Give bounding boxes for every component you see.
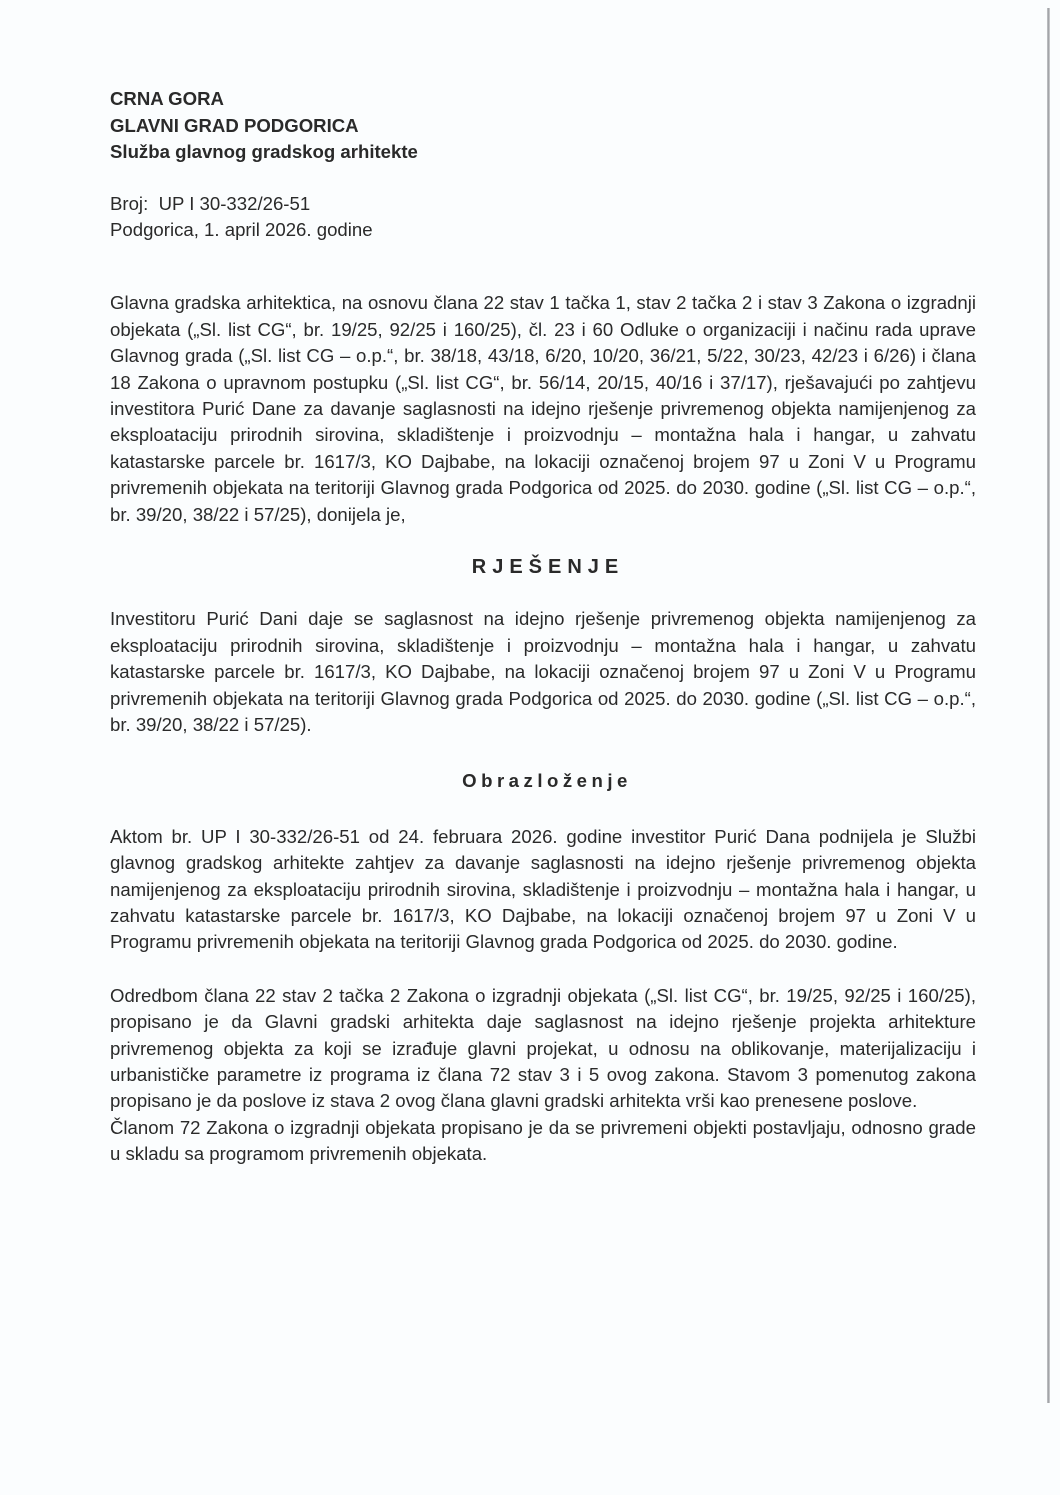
letterhead bbox=[110, 86, 976, 166]
decision-heading: RJEŠENJE bbox=[471, 555, 625, 578]
reasoning-heading: Obrazloženje bbox=[462, 770, 632, 792]
document-place-date: Podgorica, 1. april 2026. godine bbox=[110, 218, 373, 240]
intro-paragraph: Glavna gradska arhitektica, na osnovu člana 22 stav 1 tačka 1, stav 2 tačka 2 i stav 3 Zakona o izgradnji objekata („Sl. list CG“, br. 19/25, 92/25 i 160/25), čl. 23 i 60 Odluke o organizaciji i načinu rada uprave Glavnog grada („Sl. list CG – o.p.“, br. 38/18, 43/18, 6/20, 10/20, 36/21, 5/22, 30/23, 42/23 i 6/26) i člana 18 Zakona o upravnom postupku („Sl. list CG“, br. 56/14, 20/15, 40/16 i 37/17), rješavajući po zahtjevu investitora Purić Dane za davanje saglasnosti na idejno rješenje privremenog objekta namijenjenog za eksploataciju prirodnih sirovina, skladištenje i proizvodnju – montažna hala i hangar, u zahvatu katastarske parcele br. 1617/3, KO Dajbabe, na lokaciji označenoj brojem 97 u Zoni V u Programu privremenih objekata na teritoriji Glavnog grada Podgorica od 2025. do 2030. godine („Sl. list CG – o.p.“, br. 39/20, 38/22 i 57/25), donijela je, bbox=[110, 292, 976, 525]
letterhead-country: CRNA GORA bbox=[110, 88, 224, 109]
reasoning-paragraph: Odredbom člana 22 stav 2 tačka 2 Zakona o izgradnji objekata („Sl. list CG“, br. 19/25, 92/25 i 160/25), propisano je da Glavni gradski arhitekta daje saglasnost na idejno rješenje projekta arhitekture privremenog objekta za koji se izrađuje glavni projekat, u odnosu na oblikovanje, materijalizaciju i urbanističke parametre iz programa iz člana 72 stav 3 i 5 ovog zakona. Stavom 3 pomenutog zakona propisano je da poslove iz stava 2 ovog člana glavni gradski arhitekta vrši kao prenesene poslove. bbox=[110, 984, 976, 1112]
reasoning-paragraph: Članom 72 Zakona o izgradnji objekata propisano je da se privremeni objekti postavljaju, odnosno grade u skladu sa programom privremenih objekata. bbox=[110, 1116, 976, 1165]
decision-paragraph: Investitoru Purić Dani daje se saglasnost na idejno rješenje privremenog objekta namijenjenog za eksploataciju prirodnih sirovina, skladištenje i proizvodnju – montažna hala i hangar, u zahvatu katastarske parcele br. 1617/3, KO Dajbabe, na lokaciji označenoj brojem 97 u Zoni V u Programu privremenih objekata na teritoriji Glavnog grada Podgorica od 2025. do 2030. godine („Sl. list CG – o.p.“, br. 39/20, 38/22 i 57/25). bbox=[110, 608, 976, 735]
letterhead-city: GLAVNI GRAD PODGORICA bbox=[110, 114, 359, 136]
scan-edge-line bbox=[1047, 8, 1050, 1403]
document-meta bbox=[110, 191, 976, 244]
document-number: Broj: UP I 30-332/26-51 bbox=[110, 192, 311, 214]
document-page bbox=[110, 86, 976, 1168]
letterhead-office: Služba glavnog gradskog arhitekte bbox=[110, 141, 418, 162]
reasoning-paragraph: Aktom br. UP I 30-332/26-51 od 24. februara 2026. godine investitor Purić Dana podnijela je Službi glavnog gradskog arhitekte zahtjev za davanje saglasnosti na idejno rješenje privremenog objekta namijenjenog za eksploataciju prirodnih sirovina, skladištenje i proizvodnju – montažna hala i hangar, u zahvatu katastarske parcele br. 1617/3, KO Dajbabe, na lokaciji označenoj brojem 97 u Zoni V u Programu privremenih objekata na teritoriji Glavnog grada Podgorica od 2025. do 2030. godine. bbox=[110, 825, 976, 953]
